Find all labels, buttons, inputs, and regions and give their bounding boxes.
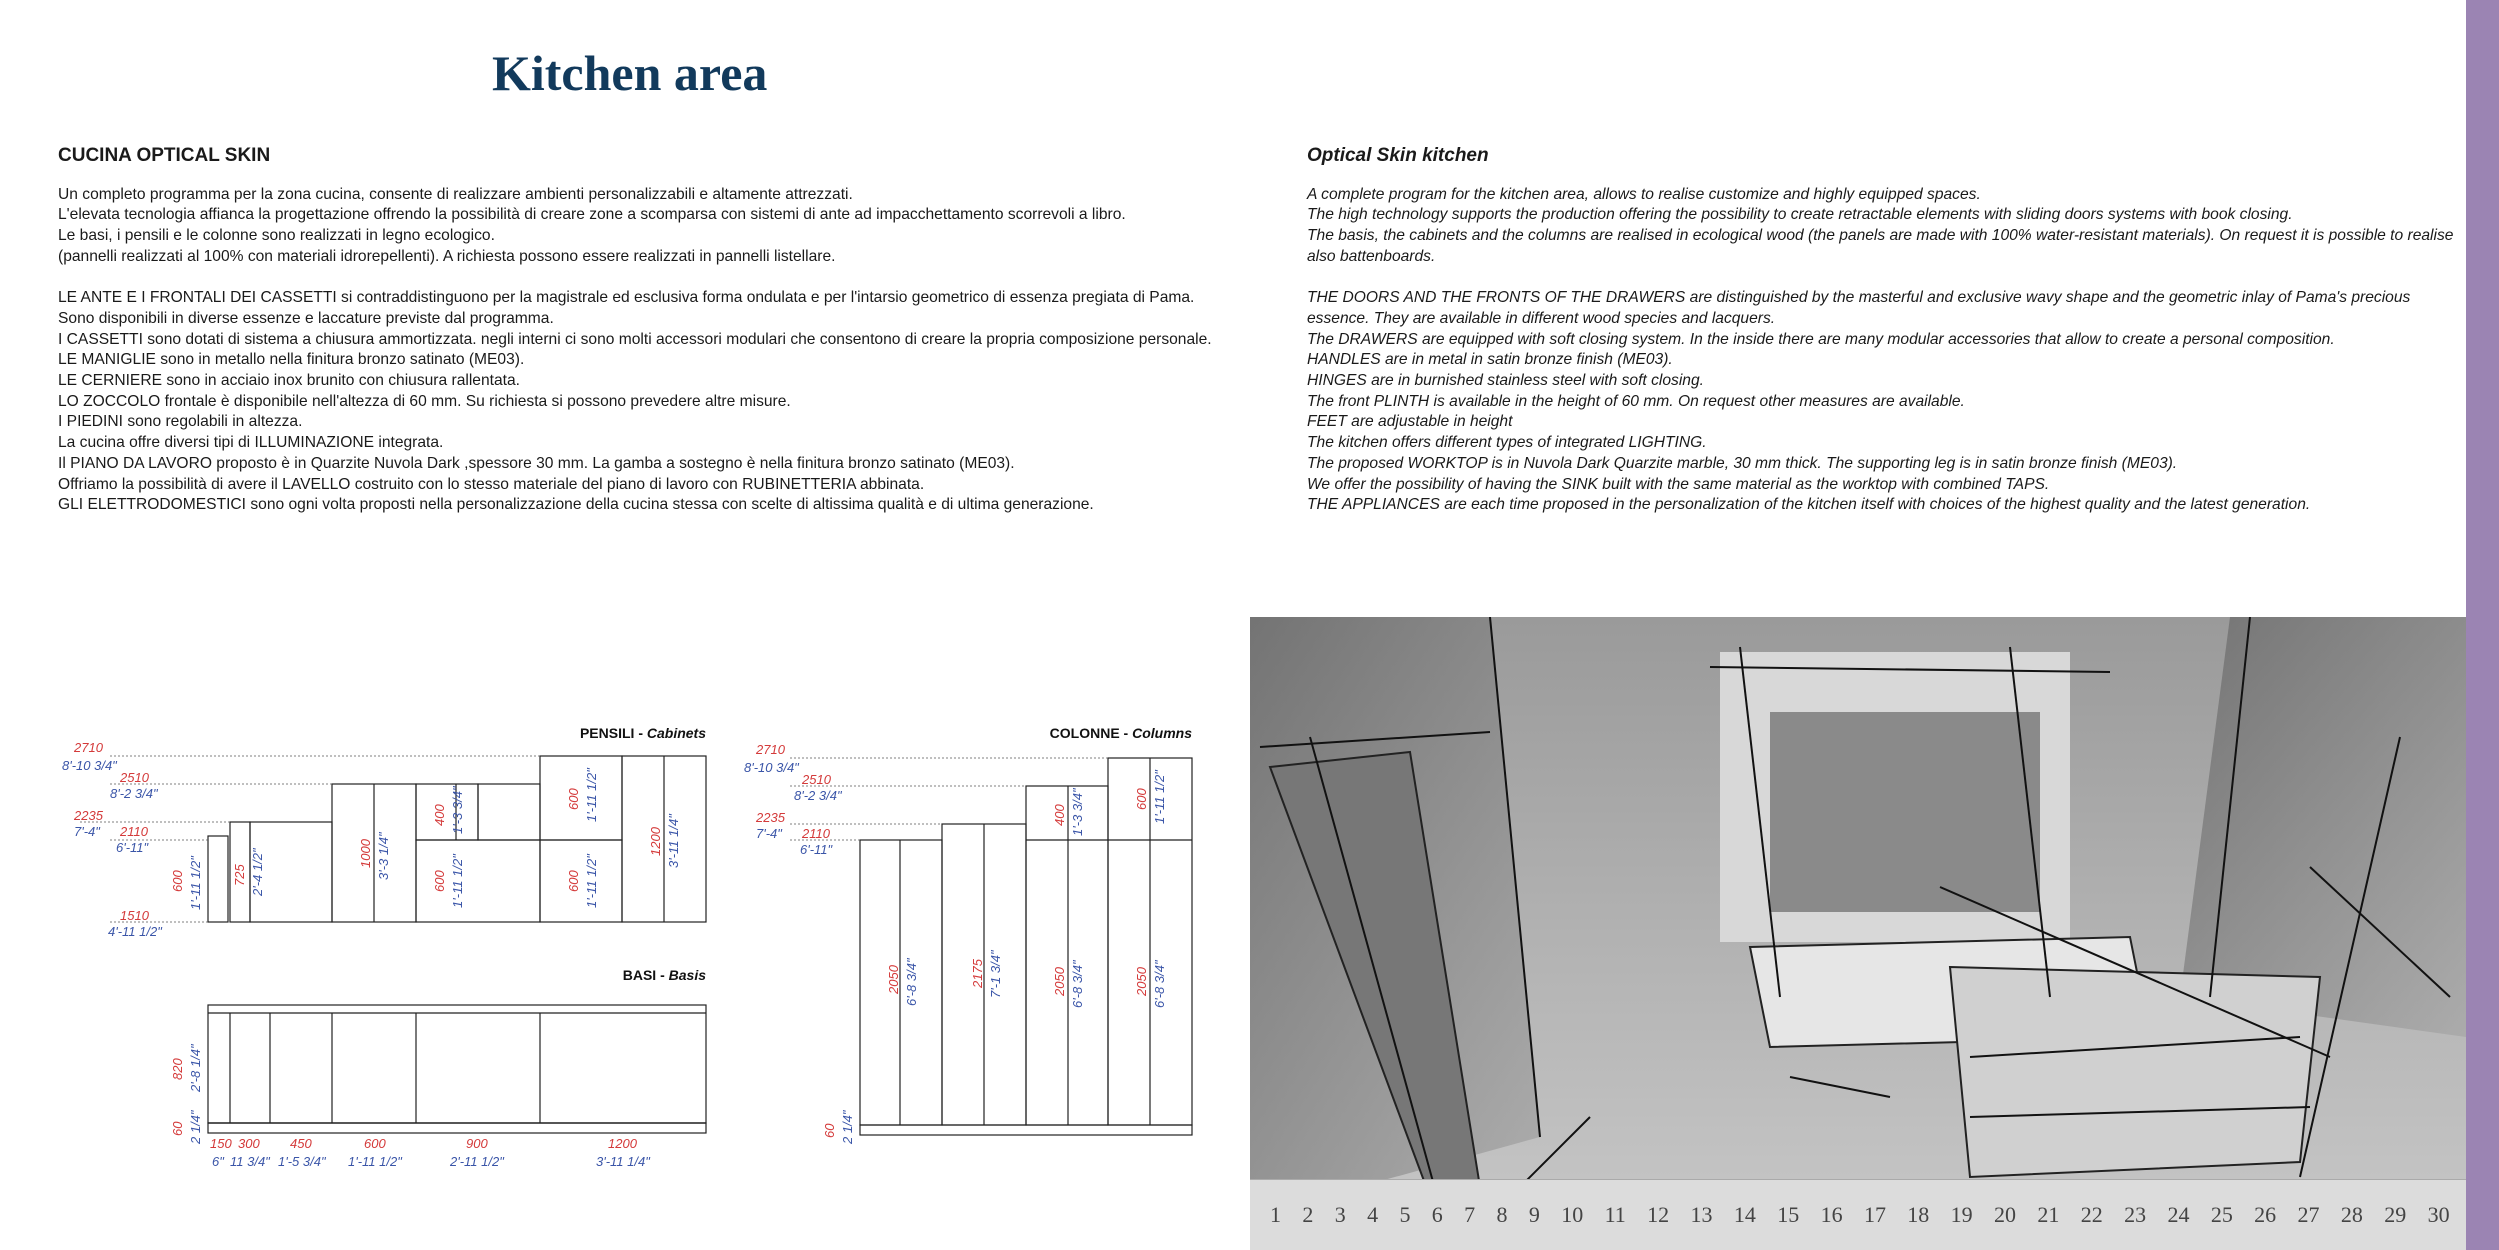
english-heading: Optical Skin kitchen — [1307, 145, 1489, 166]
ruler-mark: 1 — [1270, 1202, 1281, 1227]
dim-label: 2050 — [886, 965, 901, 994]
ruler-mark: 10 — [1561, 1202, 1584, 1227]
dim-label: 2 1/4" — [188, 1110, 203, 1144]
ruler-mark: 5 — [1399, 1202, 1411, 1227]
dim-label: 1'-11 1/2" — [348, 1154, 402, 1169]
dim-label: 2510 — [802, 772, 831, 787]
text-line: The high technology supports the production offering the possibility to create retractable elements with sliding doors systems with book closing. — [1307, 206, 2293, 224]
text-line: HINGES are in burnished stainless steel with soft closing. — [1307, 372, 1704, 390]
ruler-mark: 18 — [1907, 1202, 1930, 1227]
dim-label: 450 — [290, 1136, 312, 1151]
dim-label: 2110 — [120, 824, 148, 839]
text-line: The kitchen offers different types of integrated LIGHTING. — [1307, 434, 1707, 452]
dim-label: 7'-4" — [74, 824, 100, 839]
dim-label: 60 — [170, 1121, 185, 1136]
technical-drawing — [0, 0, 1240, 1250]
dim-label: 1'-3 3/4" — [1070, 788, 1085, 836]
ruler-mark: 25 — [2210, 1202, 2233, 1227]
dim-label: 1'-11 1/2" — [450, 854, 465, 908]
text-line: I CASSETTI sono dotati di sistema a chiusura ammortizzata. negli interni ci sono molti accessori modulari che consentono di creare la propria composizione personale. — [58, 330, 1212, 348]
bases-outline — [208, 1005, 706, 1133]
dim-label: 2 1/4" — [840, 1110, 855, 1144]
text-line: La cucina offre diversi tipi di ILLUMINAZIONE integrata. — [58, 434, 444, 452]
italian-heading: CUCINA OPTICAL SKIN — [58, 145, 271, 166]
dim-label: 3'-3 1/4" — [376, 832, 391, 880]
ruler-mark: 28 — [2340, 1202, 2363, 1227]
dim-label: 2510 — [120, 770, 149, 785]
text-line: L'elevata tecnologia affianca la progettazione offrendo la possibilità di creare zone a scomparsa con sistemi di ante ad impacchettamento scorrevoli a libro. — [58, 206, 1126, 224]
dim-label: 725 — [232, 864, 247, 886]
dim-label: 2'-11 1/2" — [450, 1154, 504, 1169]
dim-label: 2710 — [74, 740, 103, 755]
text-line: LO ZOCCOLO frontale è disponibile nell'altezza di 60 mm. Su richiesta si possono prevedere altre misure. — [58, 392, 791, 410]
ruler-mark: 9 — [1528, 1202, 1540, 1227]
dim-label: 7'-4" — [756, 826, 782, 841]
ruler-mark: 22 — [2080, 1202, 2103, 1227]
text-line: Offriamo la possibilità di avere il LAVELLO costruito con lo stesso materiale del piano di lavoro con RUBINETTERIA abbinata. — [58, 475, 925, 493]
bases-title: BASI - Basis — [622, 967, 706, 983]
dim-label: 6'-11" — [800, 842, 833, 857]
ruler-mark: 7 — [1464, 1202, 1476, 1227]
dim-label: 900 — [466, 1136, 488, 1151]
dim-label: 600 — [432, 870, 447, 892]
ruler-mark: 29 — [2384, 1202, 2407, 1227]
ruler-mark: 6 — [1431, 1202, 1443, 1227]
sidebar-accent — [2466, 0, 2499, 1250]
ruler-mark: 26 — [2254, 1202, 2277, 1227]
ruler-mark: 21 — [2037, 1202, 2060, 1227]
ruler-mark: 13 — [1690, 1202, 1713, 1227]
ruler-mark: 2 — [1302, 1202, 1314, 1227]
dim-label: 2050 — [1134, 967, 1149, 996]
dim-label: 600 — [1134, 788, 1149, 810]
text-line: I PIEDINI sono regolabili in altezza. — [58, 413, 303, 431]
dim-label: 6'-11" — [116, 840, 149, 855]
text-line: GLI ELETTRODOMESTICI sono ogni volta proposti nella personalizzazione della cucina stessa con scelte di altissima qualità e di ultima generazione. — [58, 496, 1094, 514]
text-line: A complete program for the kitchen area, allows to realise customize and highly equipped spaces. — [1307, 185, 1981, 203]
dim-label: 4'-11 1/2" — [108, 924, 162, 939]
ruler-mark: 23 — [2124, 1202, 2147, 1227]
columns-outline — [860, 758, 1192, 1135]
dim-label: 400 — [1052, 804, 1067, 826]
dim-label: 1'-11 1/2" — [188, 856, 203, 910]
cabinets-title: PENSILI - Cabinets — [579, 725, 706, 741]
dim-label: 2175 — [970, 959, 985, 988]
ruler-mark: 27 — [2297, 1202, 2320, 1227]
ruler-mark: 15 — [1777, 1202, 1800, 1227]
dim-label: 600 — [566, 870, 581, 892]
ruler-mark: 14 — [1733, 1202, 1756, 1227]
dim-label: 1'-11 1/2" — [584, 768, 599, 822]
dim-label: 6'-8 3/4" — [1152, 960, 1167, 1008]
english-details-paragraph — [1307, 288, 2472, 516]
dim-label: 3'-11 1/4" — [666, 814, 681, 868]
dim-label: 1'-3 3/4" — [450, 786, 465, 834]
text-line: HANDLES are in metal in satin bronze finish (ME03). — [1307, 351, 1673, 369]
columns-title: COLONNE - Columns — [1049, 725, 1192, 741]
ruler-mark: 20 — [1994, 1202, 2017, 1227]
dim-label: 1510 — [120, 908, 149, 923]
dim-label: 820 — [170, 1058, 185, 1080]
text-line: (pannelli realizzati al 100% con materiali idrorepellenti). A richiesta possono essere realizzati in pannelli listellare. — [58, 247, 836, 265]
ruler-mark: 30 — [2427, 1202, 2450, 1227]
dim-label: 2050 — [1052, 967, 1067, 996]
dim-label: 150 — [210, 1136, 232, 1151]
ruler-mark: 12 — [1647, 1202, 1670, 1227]
text-line: Un completo programma per la zona cucina, consente di realizzare ambienti personalizzabili e altamente attrezzati. — [58, 185, 853, 203]
dim-label: 1'-5 3/4" — [278, 1154, 326, 1169]
text-line: Il PIANO DA LAVORO proposto è in Quarzite Nuvola Dark ,spessore 30 mm. La gamba a sostegno è nella finitura bronzo satinato (ME03). — [58, 454, 1015, 472]
dim-label: 600 — [566, 788, 581, 810]
dim-label: 8'-10 3/4" — [62, 758, 117, 773]
text-line: Le basi, i pensili e le colonne sono realizzati in legno ecologico. — [58, 227, 495, 245]
dim-label: 600 — [364, 1136, 386, 1151]
kitchen-render-image — [1250, 617, 2466, 1250]
text-line: The basis, the cabinets and the columns are realised in ecological wood (the panels are made with 100% water-resistant materials). On request it is possible to realise also battenboards. — [1307, 227, 2454, 265]
dim-label: 8'-10 3/4" — [744, 760, 799, 775]
ruler-mark: 19 — [1950, 1202, 1973, 1227]
english-intro-paragraph — [1307, 185, 2472, 268]
dim-label: 8'-2 3/4" — [110, 786, 158, 801]
dim-label: 1000 — [358, 839, 373, 868]
ruler-mark: 3 — [1334, 1202, 1346, 1227]
text-line: FEET are adjustable in height — [1307, 413, 1513, 431]
page-title: Kitchen area — [492, 45, 768, 101]
dim-label: 6" — [212, 1154, 224, 1169]
dim-label: 6'-8 3/4" — [904, 958, 919, 1006]
text-line: LE ANTE E I FRONTALI DEI CASSETTI si contraddistinguono per la magistrale ed esclusiva forma ondulata e per l'intarsio geometrico di essenza pregiata di Pama. — [58, 289, 1195, 307]
ruler-mark: 8 — [1496, 1202, 1508, 1227]
dim-label: 2710 — [756, 742, 785, 757]
ruler-mark: 4 — [1367, 1202, 1379, 1227]
dim-label: 1200 — [608, 1136, 637, 1151]
dim-label: 1'-11 1/2" — [1152, 770, 1167, 824]
text-line: LE MANIGLIE sono in metallo nella finitura bronzo satinato (ME03). — [58, 351, 525, 369]
dim-label: 6'-8 3/4" — [1070, 960, 1085, 1008]
english-description — [1307, 146, 2472, 516]
dim-label: 2'-4 1/2" — [250, 848, 265, 896]
ruler-mark: 11 — [1604, 1202, 1626, 1227]
dim-label: 60 — [822, 1123, 837, 1138]
text-line: THE APPLIANCES are each time proposed in the personalization of the kitchen itself with choices of the highest quality and the latest generation. — [1307, 496, 2311, 514]
text-line: The proposed WORKTOP is in Nuvola Dark Quarzite marble, 30 mm thick. The supporting leg is in satin bronze finish (ME03). — [1307, 454, 2178, 472]
text-line: We offer the possibility of having the SINK built with the same material as the worktop with combined TAPS. — [1307, 475, 2050, 493]
ruler — [1250, 1179, 2466, 1250]
dim-label: 7'-1 3/4" — [988, 950, 1003, 998]
dim-label: 300 — [238, 1136, 260, 1151]
dim-label: 8'-2 3/4" — [794, 788, 842, 803]
text-line: The front PLINTH is available in the height of 60 mm. On request other measures are available. — [1307, 392, 1965, 410]
ruler-mark: 24 — [2167, 1202, 2190, 1227]
dim-label: 2235 — [74, 808, 103, 823]
dim-label: 1200 — [648, 827, 663, 856]
dim-label: 3'-11 1/4" — [596, 1154, 650, 1169]
text-line: Sono disponibili in diverse essenze e laccature previste dal programma. — [58, 309, 554, 327]
dim-label: 400 — [432, 804, 447, 826]
ruler-mark: 17 — [1863, 1202, 1886, 1227]
dim-label: 2'-8 1/4" — [188, 1044, 203, 1092]
dim-label: 2110 — [802, 826, 830, 841]
text-line: THE DOORS AND THE FRONTS OF THE DRAWERS are distinguished by the masterful and exclusive wavy shape and the geometric inlay of Pama's precious essence. They are available in different wood species and lacquers. — [1307, 289, 2411, 327]
dim-label: 2235 — [756, 810, 785, 825]
text-line: LE CERNIERE sono in acciaio inox brunito con chiusura rallentata. — [58, 372, 520, 390]
text-line: The DRAWERS are equipped with soft closing system. In the inside there are many modular accessories that allow to create a personal composition. — [1307, 330, 2335, 348]
ruler-mark: 16 — [1820, 1202, 1843, 1227]
dim-label: 11 3/4" — [230, 1154, 270, 1169]
dim-label: 1'-11 1/2" — [584, 854, 599, 908]
dim-label: 600 — [170, 870, 185, 892]
